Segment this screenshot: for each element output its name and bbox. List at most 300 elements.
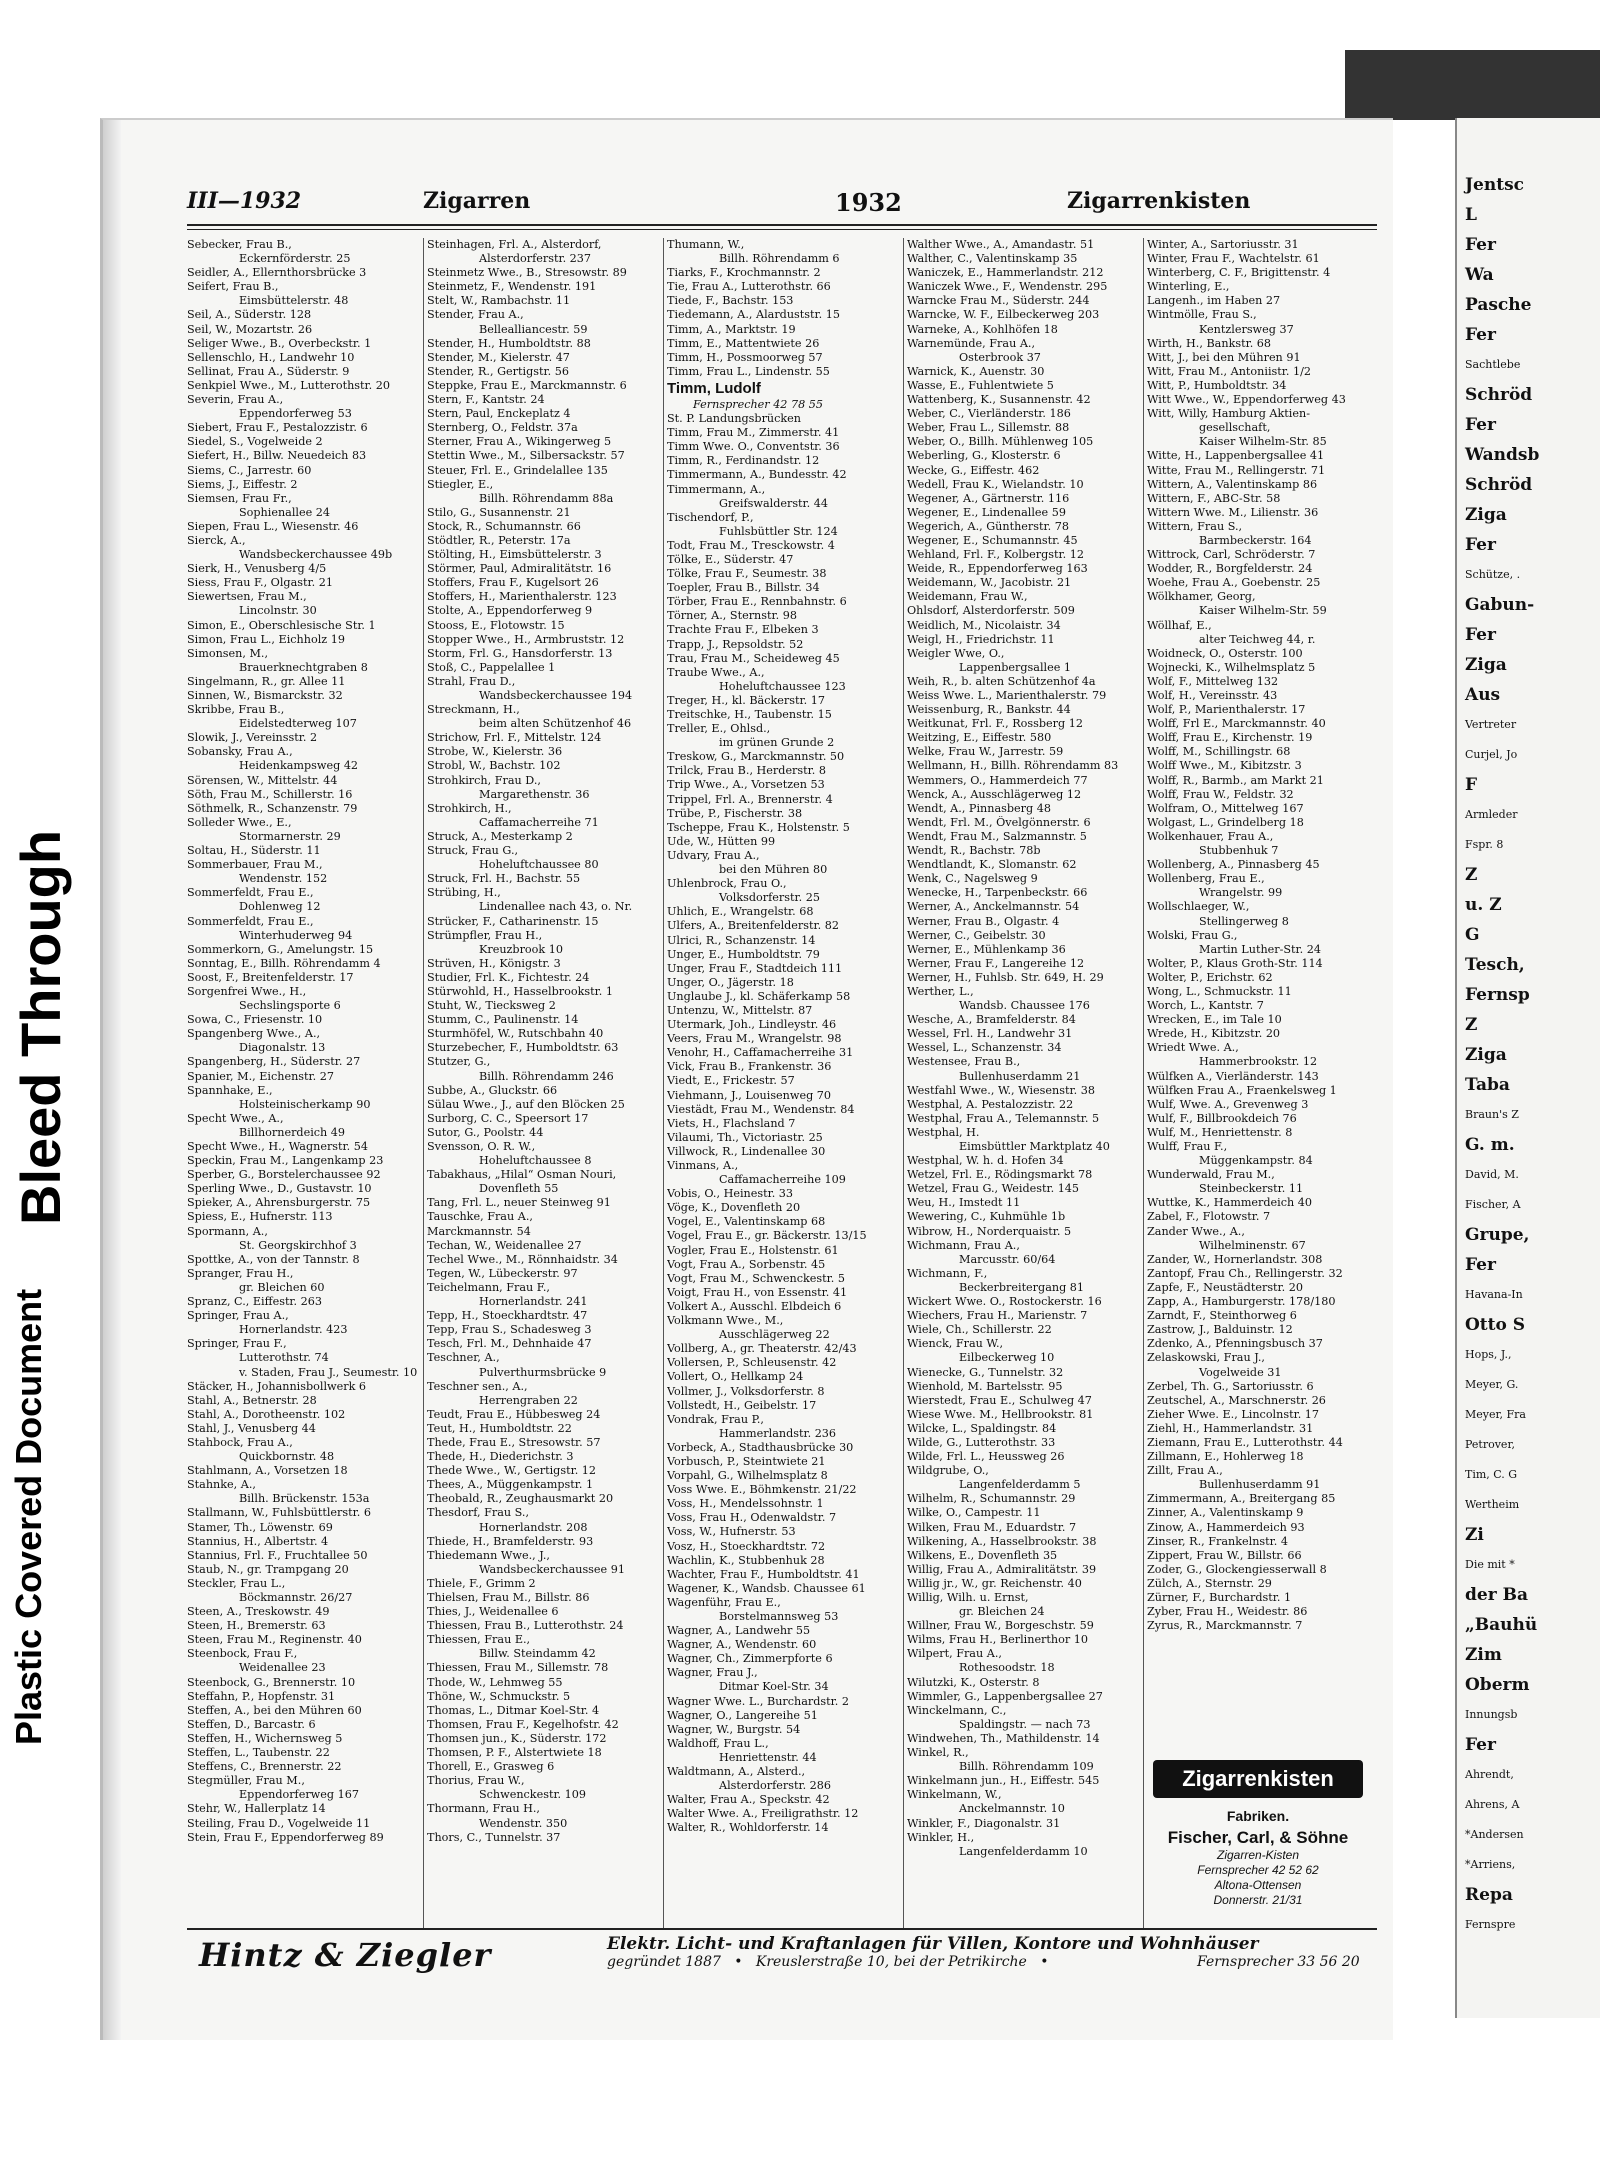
directory-entry: Martin Luther-Str. 24 (1199, 942, 1322, 956)
directory-entry: Thede, Frau E., Stresowstr. 57 (427, 1435, 601, 1449)
directory-entry: Hornerlandstr. 241 (479, 1295, 588, 1309)
directory-entry: Tiarks, F., Krochmannstr. 2 (667, 266, 821, 280)
directory-entry: Wendt, Frau M., Salzmannstr. 5 (907, 829, 1087, 843)
adjacent-page-text: Ziga (1465, 655, 1507, 675)
directory-entry: Stumm, C., Paulinenstr. 14 (427, 1013, 579, 1027)
directory-entry: Steuer, Frl. E., Grindelallee 135 (427, 463, 608, 477)
directory-entry: Werner, E., Mühlenkamp 36 (907, 942, 1066, 956)
directory-entry: Wilde, Frl. L., Heussweg 26 (907, 1450, 1065, 1464)
directory-entry: Wrede, H., Kibitzstr. 20 (1147, 1027, 1281, 1041)
directory-entry: Thors, C., Tunnelstr. 37 (427, 1830, 561, 1844)
directory-entry: Steffahn, P., Hopfenstr. 31 (187, 1689, 336, 1703)
directory-entry: Woidneck, O., Osterstr. 100 (1147, 646, 1303, 660)
directory-entry: Wewering, C., Kuhmühle 1b (907, 1210, 1066, 1224)
directory-entry: Struck, Frl. H., Bachstr. 55 (427, 872, 581, 886)
directory-entry: Teut, H., Humboldtstr. 22 (427, 1421, 572, 1435)
directory-entry: Sebecker, Frau B., (187, 238, 292, 251)
column-divider (903, 238, 904, 1928)
directory-entry: Unger, O., Jägerstr. 18 (667, 975, 794, 989)
directory-entry: Weih, R., b. alten Schützenhof 4a (907, 674, 1096, 688)
directory-entry: Slowik, J., Vereinsstr. 2 (187, 731, 318, 745)
adjacent-page-text: Fer (1465, 415, 1496, 435)
directory-entry: Stilo, G., Susannenstr. 21 (427, 505, 571, 519)
directory-entry: Winterberg, C. F., Brigittenstr. 4 (1147, 266, 1331, 280)
adjacent-page-text: u. Z (1465, 895, 1502, 915)
listing-column-2 (427, 238, 659, 1928)
directory-entry: Wichmann, F., (907, 1266, 988, 1280)
directory-entry: Eilbeckerweg 10 (959, 1351, 1055, 1365)
directory-entry: Spiess, E., Hufnerstr. 113 (187, 1210, 333, 1224)
directory-entry: Wagner, Frau J., (667, 1666, 758, 1680)
directory-entry: Seil, W., Mozartstr. 26 (187, 322, 313, 336)
header-rule-thin (187, 229, 1377, 230)
directory-entry: Störmer, Paul, Admiralitätstr. 16 (427, 562, 612, 576)
adjacent-page-text: Schröd (1465, 385, 1533, 405)
directory-entry: Zieher Wwe. E., Lincolnstr. 17 (1147, 1407, 1320, 1421)
directory-entry: Wittern, Frau S., (1147, 519, 1243, 533)
directory-entry: Wendt, A., Pinnasberg 48 (907, 801, 1051, 815)
directory-entry: Fuhlsbüttler Str. 124 (719, 524, 838, 538)
directory-entry: Wessel, Frl. H., Landwehr 31 (907, 1027, 1073, 1041)
directory-entry: Billhornerdeich 49 (239, 1125, 346, 1139)
directory-entry: Lutterothstr. 74 (239, 1351, 329, 1365)
adjacent-page-text: „Bauhü (1465, 1615, 1538, 1635)
directory-entry: Stahlmann, A., Vorsetzen 18 (187, 1464, 348, 1478)
directory-entry: Sutor, G., Poolstr. 44 (427, 1125, 544, 1139)
directory-entry: Törber, Frau E., Rennbahnstr. 6 (667, 595, 847, 609)
header-left-title: Zigarren (423, 188, 531, 214)
directory-entry: Untenzu, W., Mittelstr. 87 (667, 1003, 813, 1017)
directory-entry: Vorbeck, A., Stadthausbrücke 30 (667, 1440, 854, 1454)
directory-entry: Wetzel, Frl. E., Rödingsmarkt 78 (907, 1168, 1093, 1182)
directory-entry: Winter, A., Sartoriusstr. 31 (1147, 238, 1299, 251)
directory-entry: St. P. Landungsbrücken (667, 412, 802, 426)
adjacent-page-text: Oberm (1465, 1675, 1530, 1695)
directory-entry: Wegener, E., Lindenallee 59 (907, 505, 1066, 519)
directory-entry: Seliger Wwe., B., Overbeckstr. 1 (187, 336, 372, 350)
directory-entry: Thiele, F., Grimm 2 (427, 1576, 536, 1590)
directory-entry: Wenecke, H., Tarpenbeckstr. 66 (907, 886, 1088, 900)
adjacent-page-text: Braun's Z (1465, 1108, 1519, 1121)
directory-entry: Thede, H., Diederichstr. 3 (427, 1450, 574, 1464)
directory-page (100, 118, 1393, 2040)
footer-address: Kreuslerstraße 10, bei der Petrikirche (755, 1954, 1027, 1970)
directory-entry: Langenfelderdamm 5 (959, 1478, 1081, 1492)
directory-entry: St. Georgskirchhof 3 (239, 1238, 357, 1252)
directory-entry: Stopper Wwe., H., Armbruststr. 12 (427, 632, 625, 646)
directory-entry: Teichelmann, Frau F., (427, 1280, 550, 1294)
directory-entry: Spangenberg, H., Süderstr. 27 (187, 1055, 361, 1069)
directory-entry: Wölkhamer, Georg, (1147, 590, 1256, 604)
adjacent-page-text: L (1465, 205, 1477, 225)
directory-entry: Winkler, H., (907, 1830, 975, 1844)
directory-entry: Eimsbüttler Marktplatz 40 (959, 1140, 1110, 1153)
directory-entry: Voss, Frau H., Odenwaldstr. 7 (667, 1511, 837, 1525)
directory-entry: Volksdorferstr. 25 (719, 891, 820, 905)
directory-entry: Tauschke, Frau A., (427, 1210, 533, 1224)
header-right-title: Zigarrenkisten (1067, 188, 1251, 214)
directory-entry: Wilke, O., Campestr. 11 (907, 1506, 1041, 1520)
directory-entry: Tischendorf, P., (667, 510, 754, 524)
directory-entry: Viedt, E., Frickestr. 57 (667, 1074, 795, 1088)
directory-entry: Weidenallee 23 (239, 1661, 326, 1675)
directory-entry: Wojnecki, K., Wilhelmsplatz 5 (1147, 660, 1316, 674)
adjacent-page-text: Ahrendt, (1465, 1768, 1514, 1781)
directory-entry: Witt Wwe., W., Eppendorferweg 43 (1147, 393, 1346, 407)
directory-entry: Villwock, R., Lindenallee 30 (667, 1144, 826, 1158)
directory-entry: Billh. Röhrendamm 109 (959, 1760, 1094, 1774)
directory-entry: Zarndt, F., Steinthorweg 6 (1147, 1309, 1297, 1323)
directory-entry: bei den Mühren 80 (719, 863, 828, 877)
directory-entry: Stiegler, E., (427, 477, 494, 491)
directory-entry: Teschner, A., (427, 1351, 500, 1365)
directory-entry: Sierck, A., (187, 533, 246, 547)
directory-entry: Thiessen, Frau B., Lutterothstr. 24 (427, 1619, 624, 1633)
directory-entry: Witt, P., Humboldtstr. 34 (1147, 378, 1287, 392)
directory-entry: Stubbenhuk 7 (1199, 844, 1279, 858)
adjacent-page-text: Otto S (1465, 1315, 1526, 1335)
directory-entry: Billw. Steindamm 42 (479, 1647, 596, 1661)
directory-entry: Toepler, Frau B., Billstr. 34 (667, 581, 820, 595)
directory-entry: Witt, J., bei den Mühren 91 (1147, 350, 1301, 364)
directory-entry: Sternberg, O., Feldstr. 37a (427, 421, 578, 435)
directory-entry: Trilck, Frau B., Herderstr. 8 (667, 764, 826, 778)
directory-entry: Spottke, A., von der Tannstr. 8 (187, 1252, 360, 1266)
directory-entry: Solleder Wwe., E., (187, 815, 292, 829)
directory-entry: Thode, W., Lehmweg 55 (427, 1675, 563, 1689)
adjacent-page-text: Die mit * (1465, 1558, 1515, 1571)
directory-entry: Timm, Frau M., Zimmerstr. 41 (667, 426, 840, 440)
directory-entry: Hoheluftchaussee 80 (479, 858, 599, 872)
adjacent-page-text: Grupe, (1465, 1225, 1530, 1245)
directory-entry: Waniczek Wwe., F., Wendenstr. 295 (907, 280, 1108, 294)
directory-entry: Steffen, L., Taubenstr. 22 (187, 1746, 330, 1760)
directory-entry: Brauerknechtgraben 8 (239, 660, 368, 674)
directory-entry: Utermark, Joh., Lindleystr. 46 (667, 1018, 837, 1032)
directory-entry: Walter, Frau A., Speckstr. 42 (667, 1793, 830, 1807)
directory-entry: Stehr, W., Hallerplatz 14 (187, 1802, 326, 1816)
directory-entry: Siems, C., Jarrestr. 60 (187, 463, 312, 477)
directory-entry: Wolter, P., Erichstr. 62 (1147, 970, 1273, 984)
directory-entry: Woehe, Frau A., Goebenstr. 25 (1147, 576, 1321, 590)
directory-entry: Singelmann, R., gr. Allee 11 (187, 674, 346, 688)
directory-entry: Werner, A., Anckelmannstr. 54 (907, 900, 1080, 914)
directory-entry: Zeutschel, A., Marschnerstr. 26 (1147, 1393, 1326, 1407)
directory-entry: Wöllhaf, E., (1147, 618, 1212, 632)
scan-shadow (1345, 50, 1600, 120)
directory-entry: Warncke, W. F., Eilbeckerweg 203 (907, 308, 1100, 322)
directory-entry: Vogelweide 31 (1199, 1365, 1282, 1379)
directory-entry: Weberling, G., Klosterstr. 6 (907, 449, 1061, 463)
footer-details: gegründet 1887 • Kreuslerstraße 10, bei der Petrikirche • (607, 1954, 1049, 1970)
adjacent-page-text: Tesch, (1465, 955, 1525, 975)
directory-entry: Weidlich, M., Nicolaistr. 34 (907, 618, 1061, 632)
directory-entry: Stäcker, H., Johannisbollwerk 6 (187, 1379, 367, 1393)
directory-entry: Werner, C., Geibelstr. 30 (907, 928, 1046, 942)
adjacent-page-text: Curjel, Jo (1465, 748, 1518, 761)
directory-entry: gesellschaft, (1199, 421, 1271, 435)
directory-entry: Ausschlägerweg 22 (719, 1328, 830, 1342)
directory-entry: Specht Wwe., H., Wagnerstr. 54 (187, 1140, 368, 1153)
directory-entry: Werner, H., Fuhlsb. Str. 649, H. 29 (907, 970, 1104, 984)
directory-entry: Stelt, W., Rambachstr. 11 (427, 294, 571, 308)
directory-entry: Sierk, H., Venusberg 4/5 (187, 562, 327, 576)
directory-entry: Bellealliancestr. 59 (479, 322, 588, 336)
directory-entry: Treitschke, H., Taubenstr. 15 (667, 708, 832, 721)
directory-entry: Stormarnerstr. 29 (239, 829, 341, 843)
directory-entry: Siepen, Frau L., Wiesenstr. 46 (187, 519, 359, 533)
directory-entry: Werther, L., (907, 984, 974, 998)
directory-entry: Tepp, Frau S., Schadesweg 3 (427, 1323, 592, 1337)
directory-entry: Thorell, E., Grasweg 6 (427, 1760, 555, 1774)
directory-entry: Steppke, Frau E., Marckmannstr. 6 (427, 378, 627, 392)
adjacent-page-text: David, M. (1465, 1168, 1519, 1181)
adjacent-page-text: Schütze, . (1465, 568, 1521, 581)
directory-entry: Willner, Frau W., Borgeschstr. 59 (907, 1619, 1094, 1633)
directory-entry: Volkmann Wwe., M., (667, 1314, 784, 1328)
directory-entry: Wilhelm, R., Schumannstr. 29 (907, 1492, 1076, 1506)
directory-entry: Witt, Frau M., Antoniistr. 1/2 (1147, 364, 1311, 378)
directory-entry: Wendt, R., Bachstr. 78b (907, 844, 1041, 858)
directory-entry: Siefert, H., Billw. Neuedeich 83 (187, 449, 367, 463)
adjacent-page-text: Fspr. 8 (1465, 838, 1504, 851)
directory-entry: Voss, H., Mendelssohnstr. 1 (667, 1497, 824, 1511)
directory-entry: Wollschlaeger, W., (1147, 900, 1250, 914)
directory-entry: v. Staden, Frau J., Seumestr. 10 (239, 1365, 418, 1379)
directory-entry: Vogt, Frau A., Sorbenstr. 45 (667, 1257, 826, 1271)
directory-entry: Wecke, G., Eiffestr. 462 (907, 463, 1040, 477)
directory-entry: Walter Wwe. A., Freiligrathstr. 12 (667, 1807, 859, 1821)
adjacent-page-text: Repa (1465, 1885, 1513, 1905)
directory-entry: Unglaube J., kl. Schäferkamp 58 (667, 989, 851, 1003)
directory-entry: Tepp, H., Stoeckhardtstr. 47 (427, 1309, 588, 1323)
directory-entry: Struck, A., Mesterkamp 2 (427, 829, 573, 843)
directory-entry: Svensson, O. R. W., (427, 1140, 536, 1153)
directory-entry: Rothesoodstr. 18 (959, 1661, 1055, 1675)
directory-entry: Willig, Frau A., Admiralitätstr. 39 (907, 1562, 1097, 1576)
directory-entry: Pulverthurmsbrücke 9 (479, 1365, 607, 1379)
directory-entry: Seil, A., Süderstr. 128 (187, 308, 312, 322)
directory-entry: Steinmetz, F., Wendenstr. 191 (427, 280, 597, 294)
directory-entry: Wollenberg, A., Pinnasberg 45 (1147, 858, 1320, 872)
adjacent-page-text: Fer (1465, 1735, 1496, 1755)
directory-entry: Witte, Frau M., Rellingerstr. 71 (1147, 463, 1326, 477)
directory-entry: Wagner, Ch., Zimmerpforte 6 (667, 1652, 833, 1666)
directory-entry: Wendtlandt, K., Slomanstr. 62 (907, 858, 1077, 872)
directory-entry: Streckmann, H., (427, 703, 520, 717)
directory-entry: Margarethenstr. 36 (479, 787, 590, 801)
directory-entry: Weissenburg, R., Bankstr. 44 (907, 703, 1071, 717)
directory-entry: Vorbusch, P., Steintwiete 21 (667, 1454, 826, 1468)
directory-entry: Strahl, Frau D., (427, 674, 516, 688)
directory-entry: Wetzel, Frau G., Weidestr. 145 (907, 1182, 1080, 1196)
directory-entry: Witte, H., Lappenbergsallee 41 (1147, 449, 1325, 463)
directory-entry: Wittern Wwe. M., Lilienstr. 36 (1147, 505, 1319, 519)
directory-entry: Wedell, Frau K., Wielandstr. 10 (907, 477, 1084, 491)
directory-entry: Volkert A., Ausschl. Elbdeich 6 (667, 1299, 842, 1313)
directory-entry: Bullenhuserdamm 91 (1199, 1478, 1321, 1492)
directory-entry: Studier, Frl. K., Fichtestr. 24 (427, 970, 590, 984)
adjacent-page-text: Fer (1465, 625, 1496, 645)
directory-entry: Zyrus, R., Marckmannstr. 7 (1147, 1619, 1303, 1633)
directory-entry: Kreuzbrook 10 (479, 942, 563, 956)
directory-entry: Wienck, Frau W., (907, 1337, 1004, 1351)
directory-entry: Vöge, K., Dovenfleth 20 (667, 1201, 801, 1215)
directory-entry: Timm, Frau L., Lindenstr. 55 (667, 364, 830, 378)
listing-column-1 (187, 238, 419, 1928)
directory-entry: Wolff Wwe., M., Kibitzstr. 3 (1147, 759, 1302, 773)
directory-entry: Westfahl Wwe., W., Wiesenstr. 38 (907, 1083, 1095, 1097)
directory-entry: Stellingerweg 8 (1199, 914, 1289, 928)
directory-entry: Alsterdorferstr. 286 (719, 1779, 832, 1793)
directory-entry: Thesdorf, Frau S., (427, 1506, 530, 1520)
directory-entry: Stern, F., Kantstr. 24 (427, 393, 545, 407)
directory-entry: Siebert, Frau F., Pestalozzistr. 6 (187, 421, 368, 435)
directory-entry: Hornerlandstr. 423 (239, 1323, 348, 1337)
directory-entry: Westensee, Frau B., (907, 1055, 1021, 1069)
directory-entry: Sowa, C., Friesenstr. 10 (187, 1013, 323, 1027)
directory-entry: Thies, J., Weidenallee 6 (427, 1605, 559, 1619)
directory-entry: Henriettenstr. 44 (719, 1750, 817, 1764)
directory-entry: Treller, E., Ohlsd., (667, 722, 771, 736)
directory-entry: Wiechers, Frau H., Marienstr. 7 (907, 1309, 1088, 1323)
directory-entry: Teschner sen., A., (427, 1379, 528, 1393)
directory-entry: gr. Bleichen 24 (959, 1605, 1045, 1619)
directory-entry: Thorius, Frau W., (427, 1774, 525, 1788)
directory-entry: Steiling, Frau D., Vogelweide 11 (187, 1816, 371, 1830)
directory-entry: Wolf, P., Marienthalerstr. 17 (1147, 703, 1306, 717)
directory-entry: Ziemann, Frau E., Lutterothstr. 44 (1147, 1435, 1343, 1449)
directory-entry: Tie, Frau A., Lutterothstr. 66 (667, 280, 831, 294)
directory-entry: Westphal, A. Pestalozzistr. 22 (907, 1097, 1074, 1111)
listing-column-4 (907, 238, 1139, 1928)
directory-entry: Uhlenbrock, Frau O., (667, 877, 787, 891)
adjacent-page-text: Petrover, (1465, 1438, 1515, 1451)
ad-street: Donnerstr. 21/31 (1213, 1893, 1303, 1907)
directory-entry: Strümpfler, Frau H., (427, 928, 543, 942)
directory-entry: Spranger, Frau H., (187, 1266, 294, 1280)
directory-entry: Stannius, Frl. F., Fruchtallee 50 (187, 1548, 368, 1562)
directory-entry: Wandsb. Chaussee 176 (959, 999, 1090, 1013)
directory-entry: Speckin, Frau M., Langenkamp 23 (187, 1154, 384, 1168)
directory-entry: Eidelstedterweg 107 (239, 717, 357, 731)
directory-entry: Sonntag, E., Billh. Röhrendamm 4 (187, 956, 381, 970)
directory-entry: Wellmann, H., Billh. Röhrendamm 83 (907, 759, 1119, 773)
directory-entry: Wulff, Frau F., (1147, 1140, 1228, 1153)
directory-entry: Stallmann, W., Fuhlsbüttlerstr. 6 (187, 1506, 371, 1520)
adjacent-page-text: Fernspre (1465, 1918, 1516, 1931)
directory-entry: Wachter, Frau F., Humboldtstr. 41 (667, 1567, 860, 1581)
directory-entry: Wilpert, Frau A., (907, 1647, 1002, 1661)
directory-entry: Wolski, Frau G., (1147, 928, 1238, 942)
directory-entry: Böckmannstr. 26/27 (239, 1591, 353, 1604)
directory-entry: Herrengraben 22 (479, 1393, 578, 1407)
directory-entry: Thede Wwe., W., Gertigstr. 12 (427, 1464, 597, 1478)
directory-entry: Witt, Willy, Hamburg Aktien- (1147, 407, 1310, 421)
directory-entry: Trübe, P., Fischerstr. 38 (667, 806, 803, 820)
directory-entry: Simon, Frau L., Eichholz 19 (187, 632, 345, 646)
directory-entry: Wülfken A., Vierländerstr. 143 (1147, 1069, 1319, 1083)
directory-entry: Walter, R., Wohldorferstr. 14 (667, 1821, 829, 1835)
directory-entry: Eppendorferweg 53 (239, 407, 352, 421)
directory-entry: Zippert, Frau W., Billstr. 66 (1147, 1548, 1302, 1562)
directory-entry: Söthmelk, R., Schanzenstr. 79 (187, 801, 358, 815)
directory-entry: Wittern, A., Valentinskamp 86 (1147, 477, 1318, 491)
directory-entry: Sellinat, Frau A., Süderstr. 9 (187, 364, 350, 378)
directory-entry: Strübing, H., (427, 886, 501, 900)
directory-entry: Wienecke, G., Tunnelstr. 32 (907, 1365, 1064, 1379)
directory-entry: Sturzebecher, F., Humboldtstr. 63 (427, 1041, 619, 1055)
adjacent-page-fragment (1455, 118, 1600, 2018)
directory-entry: gr. Bleichen 60 (239, 1280, 325, 1294)
directory-entry: Zimmermann, A., Breitergang 85 (1147, 1492, 1336, 1506)
directory-entry: Wesche, A., Bramfelderstr. 84 (907, 1013, 1076, 1027)
directory-entry: Sommerbauer, Frau M., (187, 858, 323, 872)
directory-entry: Spormann, A., (187, 1224, 268, 1238)
directory-entry: Langenh., im Haben 27 (1147, 294, 1281, 308)
directory-entry: Waldhoff, Frau L., (667, 1736, 769, 1750)
footer-tagline: Elektr. Licht- und Kraftanlagen für Villen, Kontore und Wohnhäuser (607, 1934, 1259, 1954)
directory-entry: Sorgenfrei Wwe., H., (187, 984, 307, 998)
directory-entry: Wasse, E., Fuhlentwiete 5 (907, 378, 1054, 392)
footer-brand: Hintz & Ziegler (199, 1936, 492, 1974)
adjacent-page-text: Z (1465, 1015, 1478, 1035)
directory-entry: Trapp, J., Repsoldstr. 52 (667, 637, 804, 651)
directory-entry: Wagner, A., Landwehr 55 (667, 1624, 811, 1638)
directory-entry: Wirth, H., Bankstr. 68 (1147, 336, 1272, 350)
directory-entry: Warneke, A., Kohlhöfen 18 (907, 322, 1058, 336)
directory-entry: Unger, Frau F., Stadtdeich 111 (667, 961, 843, 975)
directory-entry: Thiede, H., Bramfelderstr. 93 (427, 1534, 594, 1548)
directory-entry: Wagner, W., Burgstr. 54 (667, 1722, 801, 1736)
directory-entry: Tegen, W., Lübeckerstr. 97 (427, 1266, 578, 1280)
adjacent-page-text: Fernsp (1465, 985, 1530, 1005)
directory-entry: Caffamacherreihe 71 (479, 815, 599, 829)
directory-entry: Westphal, Frau A., Telemannstr. 5 (907, 1111, 1100, 1125)
directory-entry: Wilken, Frau M., Eduardstr. 7 (907, 1520, 1077, 1534)
adjacent-page-text: G (1465, 925, 1480, 945)
directory-entry: Caffamacherreihe 109 (719, 1173, 846, 1187)
directory-entry: Wenck, A., Ausschlägerweg 12 (907, 787, 1082, 801)
directory-entry: Stuht, W., Tiecksweg 2 (427, 999, 556, 1013)
directory-entry: Wachlin, K., Stubbenhuk 28 (667, 1553, 825, 1567)
adjacent-page-text: Fer (1465, 535, 1496, 555)
directory-entry: Willig jr., W., gr. Reichenstr. 40 (907, 1576, 1082, 1590)
directory-entry: Weide, R., Eppendorferweg 163 (907, 562, 1088, 576)
adjacent-page-text: Taba (1465, 1075, 1510, 1095)
ad-title: Zigarrenkisten (1153, 1760, 1363, 1798)
directory-entry: Ziehl, H., Hammerlandstr. 31 (1147, 1421, 1314, 1435)
directory-entry: Borstelmannsweg 53 (719, 1610, 839, 1623)
directory-entry: Wrecken, E., im Tale 10 (1147, 1013, 1282, 1027)
directory-entry: Stooss, E., Flotowstr. 15 (427, 618, 565, 632)
directory-entry: Zastrow, J., Balduinstr. 12 (1147, 1323, 1293, 1337)
directory-entry: Quickbornstr. 48 (239, 1450, 335, 1464)
directory-entry: Treskow, G., Marckmannstr. 50 (667, 750, 845, 764)
directory-entry: Zürner, F., Burchardstr. 1 (1147, 1591, 1292, 1604)
directory-entry: Billh. Röhrendamm 88a (479, 491, 614, 505)
directory-entry: Steinbeckerstr. 11 (1199, 1182, 1304, 1196)
directory-entry: Sperling Wwe., D., Gustavstr. 10 (187, 1182, 372, 1196)
adjacent-page-text: *Andersen (1465, 1828, 1524, 1841)
directory-entry: Trau, Frau M., Scheideweg 45 (667, 651, 840, 665)
directory-entry: Timm, E., Mattentwiete 26 (667, 336, 820, 350)
directory-entry: Thormann, Frau H., (427, 1802, 540, 1816)
directory-entry: Zapfe, F., Neustädterstr. 20 (1147, 1280, 1304, 1294)
directory-entry: Willig, Wilh. u. Ernst, (907, 1591, 1029, 1604)
footer-phone: Fernsprecher 33 56 20 (1197, 1954, 1360, 1970)
directory-entry: Thomsen jun., K., Süderstr. 172 (427, 1731, 607, 1745)
